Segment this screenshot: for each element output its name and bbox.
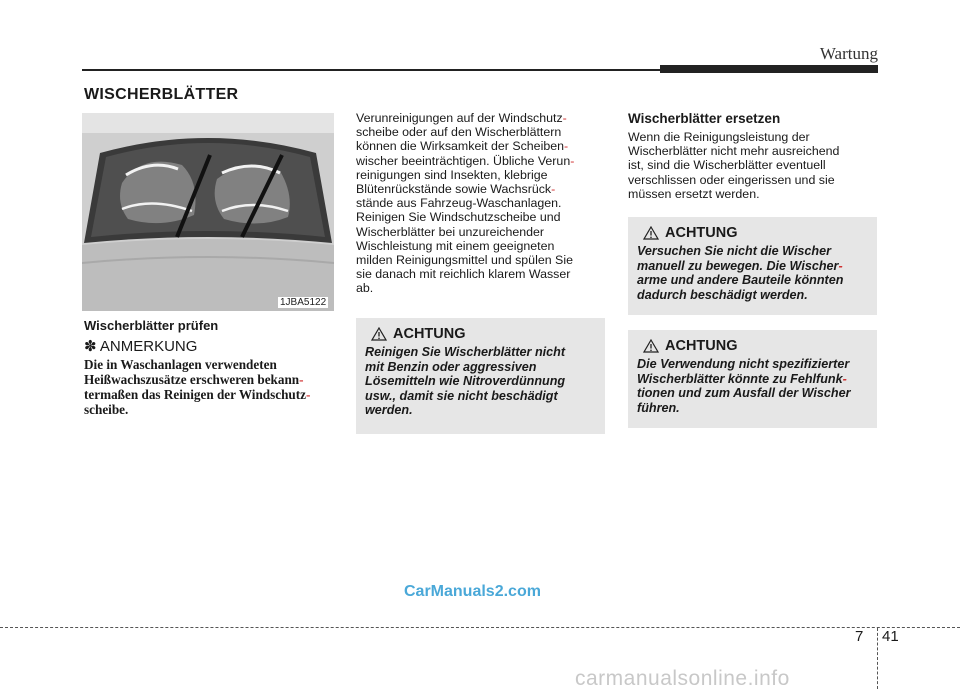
warning-title: ACHTUNG	[365, 326, 597, 342]
warning-triangle-icon	[371, 327, 387, 341]
warning-box-solvents	[356, 318, 605, 434]
column-2	[356, 111, 604, 296]
header-rule-thick	[660, 65, 878, 73]
check-wipers-heading: Wischerblätter prüfen	[84, 318, 219, 333]
chapter-title: Wartung	[819, 44, 878, 63]
warning-text: Versuchen Sie nicht die Wischer manuell zu bewegen. Die Wischer- arme und andere Bauteile könnten dadurch beschädigt werden.	[637, 244, 844, 302]
column-3	[628, 111, 878, 201]
footer-divider	[877, 628, 878, 689]
note-body: Die in Waschanlagen verwendeten Heißwachszusätze erschweren bekann- termaßen das Reinigen der Windschutz- scheibe.	[84, 357, 311, 417]
watermark-footer: carmanualsonline.info	[575, 667, 790, 690]
section-title: WISCHERBLÄTTER	[84, 86, 239, 103]
watermark-link[interactable]: CarManuals2.com	[404, 583, 541, 600]
warning-triangle-icon	[643, 339, 659, 353]
warning-text: Die Verwendung nicht spezifizierter Wischerblätter könnte zu Fehlfunk- tionen und zum Ausfall der Wischer führen.	[637, 357, 851, 415]
cleaning-paragraph: Verunreinigungen auf der Windschutz- scheibe oder auf den Wischerblättern können die Wirksamkeit der Scheiben- wischer beeinträchtigen. Übliche Verun- reinigungen sind Insekten, klebrige Blütenrückstände sowie Wachsrück- stände aus Fahrzeug-Waschanlagen. Reinigen Sie Windschutzscheibe und Wischerblätter bei unzureichender Wischleistung mit einem geeigneten milden Reinigungsmittel und spülen Sie sie danach mit reichlich klarem Wasser ab.	[356, 111, 575, 296]
replace-wipers-heading: Wischerblätter ersetzen	[628, 111, 781, 126]
warning-triangle-icon	[643, 226, 659, 240]
warning-title: ACHTUNG	[637, 338, 869, 354]
windshield-figure	[82, 113, 334, 311]
warning-box-manual-move	[628, 217, 877, 315]
warning-title: ACHTUNG	[637, 225, 869, 241]
warning-text: Reinigen Sie Wischerblätter nicht mit Benzin oder aggressiven Lösemitteln wie Nitroverdünnung usw., damit sie nicht beschädigt werden.	[365, 345, 566, 417]
column-1	[84, 318, 334, 417]
note-heading: ✽ ANMERKUNG	[84, 338, 198, 355]
footer-rule	[0, 627, 960, 628]
page-number: 41	[882, 628, 899, 645]
warning-box-unspecified-blades	[628, 330, 877, 428]
replace-paragraph: Wenn die Reinigungsleistung der Wischerblätter nicht mehr ausreichend ist, sind die Wischerblätter eventuell verschlissen oder eingerissen und sie müssen ersetzt werden.	[628, 130, 840, 201]
figure-code: 1JBA5122	[280, 297, 327, 308]
header-rule-thin	[82, 69, 662, 71]
chapter-number: 7	[855, 628, 864, 645]
